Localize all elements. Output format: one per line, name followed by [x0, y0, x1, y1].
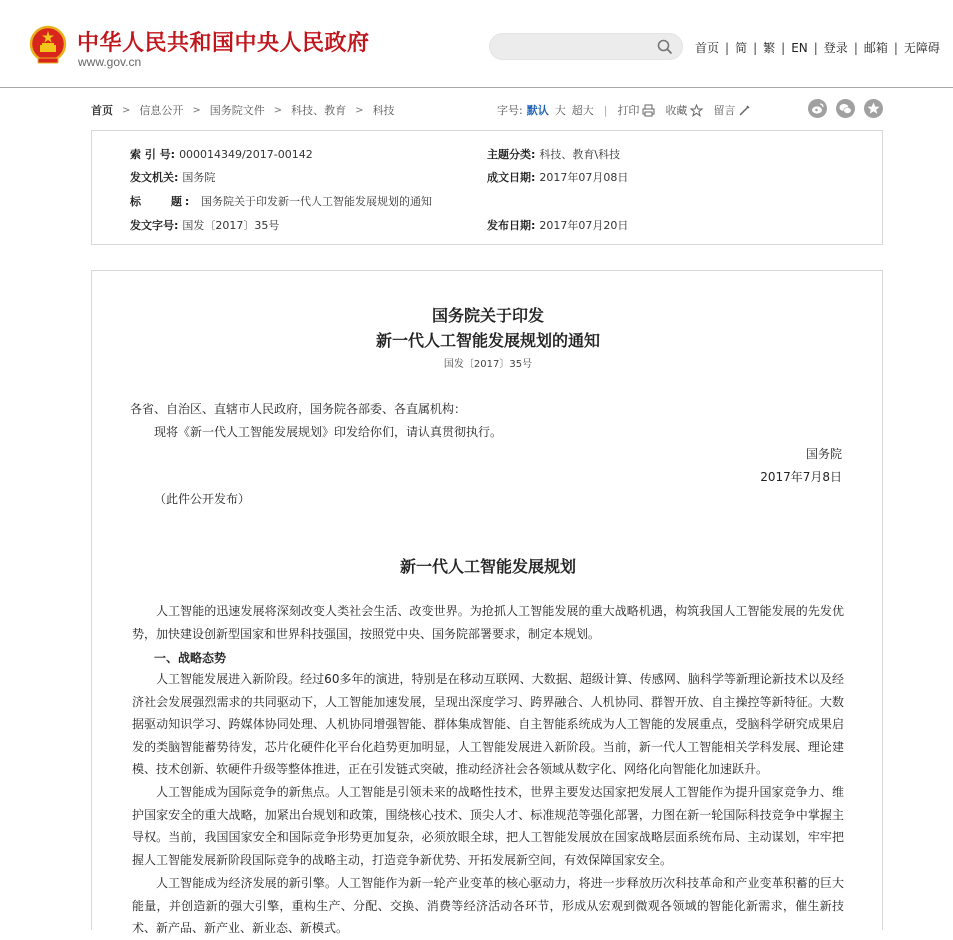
breadcrumb-state-council-docs[interactable]: 国务院文件 [209, 104, 265, 117]
site-title[interactable]: 中华人民共和国中央人民政府 [77, 31, 370, 56]
document-metadata [91, 130, 883, 245]
pencil-icon[interactable] [738, 104, 751, 117]
nav-simplified-link[interactable]: 简 [735, 41, 748, 55]
meta-title: 标 题: 国务院关于印发新一代人工智能发展规划的通知 [130, 195, 432, 208]
nav-mail-link[interactable]: 邮箱 [863, 41, 888, 55]
font-size-xlarge[interactable]: 超大 [571, 104, 594, 117]
search-input[interactable] [500, 38, 650, 56]
star-icon[interactable] [690, 104, 703, 117]
page-tools: 字号: 默认 大 超大 | 打印 收藏 留言 [497, 102, 761, 118]
site-url[interactable]: www.gov.cn [78, 55, 142, 69]
site-header [0, 0, 953, 88]
meta-written-date: 成文日期: 2017年07月08日 [487, 171, 629, 184]
search-box [489, 33, 683, 60]
nav-traditional-link[interactable]: 繁 [763, 41, 776, 55]
plan-intro: 人工智能的迅速发展将深刻改变人类社会生活、改变世界。为抢抓人工智能发展的重大战略机遇，构筑我国人工智能发展的先发优势，加快建设创新型国家和世界科技强国，按照党中央、国务院部署要求，制定本规划。 [132, 604, 844, 641]
publication-note: （此件公开发布） [154, 492, 251, 506]
font-size-default[interactable]: 默认 [526, 104, 549, 117]
document-title-line1: 国务院关于印发 [431, 306, 544, 325]
printer-icon[interactable] [642, 104, 655, 117]
search-icon[interactable] [657, 39, 673, 55]
document-title-line2: 新一代人工智能发展规划的通知 [375, 331, 600, 350]
document-number: 国发〔2017〕35号 [443, 359, 533, 370]
nav-login-link[interactable]: 登录 [823, 41, 848, 55]
document-content [91, 270, 883, 936]
breadcrumb-info-public[interactable]: 信息公开 [139, 104, 184, 117]
nav-english-link[interactable]: EN [791, 40, 808, 55]
font-size-label: 字号: [497, 104, 523, 117]
chevron-right-icon: > [355, 104, 364, 116]
paragraph-1: 人工智能发展进入新阶段。经过60多年的演进，特别是在移动互联网、大数据、超级计算、传感网、脑科学等新理论新技术以及经济社会发展强烈需求的共同驱动下，人工智能加速发展，呈现出深度学习、跨界融合、人机协同、群智开放、自主操控等新特征。大数据驱动知识学习、跨媒体协同处理、人机协同增强智能、群体集成智能、自主智能系统成为人工智能的发展重点，受脑科学研究成果启发的类脑智能蓄势待发，芯片化硬件化平台化趋势更加明显，人工智能发展进入新阶段。当前，新一代人工智能相关学科发展、理论建模、技术创新、软硬件升级等整体推进，正在引发链式突破，推动经济社会各领域从数字化、网络化向智能化加速跃升。 [132, 672, 844, 777]
meta-topic: 主题分类: 科技、教育\科技 [487, 148, 621, 161]
plan-title: 新一代人工智能发展规划 [399, 557, 576, 576]
wechat-share-icon[interactable] [836, 99, 855, 118]
chevron-right-icon: > [122, 104, 131, 116]
weibo-share-icon[interactable] [808, 99, 827, 118]
meta-index: 索 引 号: 000014349/2017-00142 [130, 148, 313, 161]
top-nav: 首页 | 简 | 繁 | EN | 登录 | 邮箱 | 无障碍 [695, 40, 940, 55]
chevron-right-icon: > [273, 104, 283, 116]
chevron-right-icon: > [192, 104, 201, 116]
nav-home-link[interactable]: 首页 [695, 41, 720, 55]
favorite-button[interactable]: 收藏 [665, 104, 688, 117]
meta-publish-date: 发布日期: 2017年07月20日 [487, 219, 629, 232]
signer: 国务院 [805, 447, 842, 461]
nav-accessibility-link[interactable]: 无障碍 [903, 41, 940, 55]
sign-date: 2017年7月8日 [760, 470, 842, 484]
breadcrumb [91, 102, 395, 118]
notice-body: 现将《新一代人工智能发展规划》印发给你们，请认真贯彻执行。 [154, 425, 503, 439]
favorite-share-icon[interactable] [864, 99, 883, 118]
breadcrumb-sci-edu[interactable]: 科技、教育 [291, 104, 347, 117]
national-emblem-icon[interactable] [29, 25, 67, 65]
breadcrumb-sci[interactable]: 科技 [372, 104, 395, 117]
breadcrumb-home[interactable]: 首页 [91, 104, 113, 117]
meta-issuer: 发文机关: 国务院 [130, 171, 216, 184]
paragraph-2: 人工智能成为国际竞争的新焦点。人工智能是引领未来的战略性技术，世界主要发达国家把发展人工智能作为提升国家竞争力、维护国家安全的重大战略，加紧出台规划和政策，围绕核心技术、顶尖人才、标准规范等强化部署，力图在新一轮国际科技竞争中掌握主导权。当前，我国国家安全和国际竞争形势更加复杂，必须放眼全球，把人工智能发展放在国家战略层面系统布局、主动谋划，牢牢把握人工智能发展新阶段国际竞争的战略主动，打造竞争新优势、开拓发展新空间，有效保障国家安全。 [132, 785, 844, 867]
font-size-large[interactable]: 大 [554, 104, 566, 117]
comment-button[interactable]: 留言 [713, 104, 736, 117]
paragraph-3: 人工智能成为经济发展的新引擎。人工智能作为新一轮产业变革的核心驱动力，将进一步释放历次科技革命和产业变革积蓄的巨大能量，并创造新的强大引擎，重构生产、分配、交换、消费等经济活动各环节，形成从宏观到微观各领域的智能化新需求，催生新技术、新产品、新产业、新业态、新模式。 [132, 876, 844, 936]
meta-doc-number: 发文字号: 国发〔2017〕35号 [130, 219, 280, 232]
print-button[interactable]: 打印 [617, 104, 640, 117]
addressee: 各省、自治区、直辖市人民政府，国务院各部委、各直属机构： [130, 402, 467, 416]
section-heading: 一、战略态势 [154, 651, 227, 665]
